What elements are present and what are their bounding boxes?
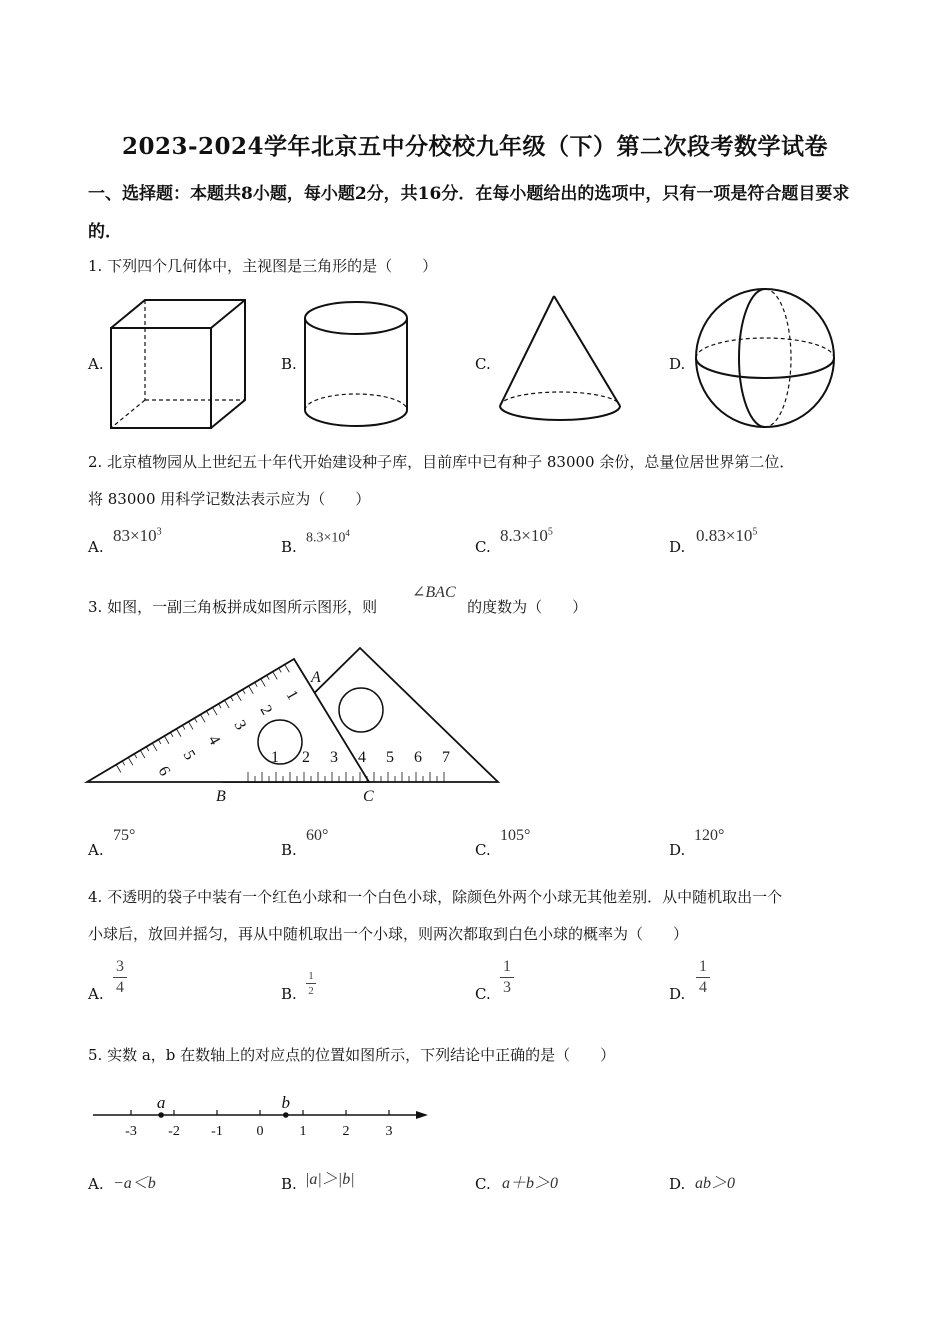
q4-option-c-fraction: 1 3 [500, 958, 514, 997]
q2-option-d-label[interactable]: D. [669, 538, 686, 556]
q2-option-c-label[interactable]: C. [475, 538, 491, 556]
cylinder-figure [302, 298, 412, 433]
number-line-tick-label: 1 [299, 1124, 307, 1139]
question-2-line1: 2. 北京植物园从上世纪五十年代开始建设种子库，目前库中已有种子 83000 余份，总量位居世界第二位． [88, 453, 795, 471]
q2-option-d-value: $0.83\times 10^5$ [696, 526, 758, 545]
q2-option-a-label[interactable]: A. [88, 538, 104, 556]
point-b-label: b [281, 1093, 291, 1112]
q1-option-b-label[interactable]: B. [281, 355, 297, 373]
q4-option-a-label[interactable]: A. [88, 985, 104, 1003]
q5-option-b-value: |a|＞|b| [305, 1171, 355, 1188]
q5-option-c-value: a＋b＞0 [502, 1175, 559, 1192]
q4-option-c-label[interactable]: C. [475, 985, 491, 1003]
q5-option-b-label[interactable]: B. [281, 1175, 297, 1193]
point-a-label: A [311, 669, 321, 686]
question-1-stem: 1. 下列四个几何体中，主视图是三角形的是（ ） [88, 257, 438, 275]
q4-option-b-fraction: 1 2 [306, 970, 316, 997]
number-line-arrow [416, 1111, 428, 1119]
q4-option-d-label[interactable]: D. [669, 985, 686, 1003]
point-a-label: a [156, 1093, 166, 1112]
left-ruler-mark-6: 6 [154, 763, 174, 779]
q3-option-a-label[interactable]: A. [88, 841, 104, 859]
left-ruler-mark-1: 1 [282, 687, 302, 703]
number-line-tick-label: 3 [385, 1124, 393, 1139]
q3-option-d-label[interactable]: D. [669, 841, 686, 859]
question-2-line2: 将 83000 用科学记数法表示应为（ ） [88, 490, 371, 508]
q5-option-c-label[interactable]: C. [475, 1175, 491, 1193]
question-4-line1: 4. 不透明的袋子中装有一个红色小球和一个白色小球，除颜色外两个小球无其他差别．从中随机取出一个 [88, 888, 783, 906]
q2-option-c-value: $8.3\times 10^5$ [500, 526, 553, 545]
q3-option-b-value: 60° [306, 827, 329, 844]
q3-option-b-label[interactable]: B. [281, 841, 297, 859]
point-a-marker [158, 1112, 164, 1118]
point-b-label: B [216, 788, 226, 805]
bottom-ruler-mark-7: 7 [442, 749, 450, 766]
bottom-ruler-mark-2: 2 [302, 749, 310, 766]
page-title: 2023-2024学年北京五中分校校九年级（下）第二次段考数学试卷 [121, 133, 829, 160]
left-ruler-mark-2: 2 [256, 702, 276, 718]
point-c-label: C [363, 788, 374, 805]
q5-option-d-value: ab＞0 [695, 1175, 736, 1192]
cube-figure [108, 296, 248, 431]
question-4-line2: 小球后，放回并摇匀，再从中随机取出一个小球，则两次都取到白色小球的概率为（ ） [88, 925, 689, 943]
q3-option-d-value: 120° [694, 827, 725, 844]
q4-option-a-fraction: 3 4 [113, 958, 127, 997]
section-heading: 一、选择题：本题共8小题，每小题2分，共16分．在每小题给出的选项中，只有一项是符合题目要求的． [88, 184, 850, 242]
question-3-stem: 3. 如图，一副三角板拼成如图所示图形，则 的度数为（ ） [88, 598, 588, 616]
cone-figure [496, 292, 626, 427]
q1-option-c-label[interactable]: C. [475, 355, 491, 373]
number-line-tick-label: -1 [211, 1124, 223, 1139]
q2-option-b-label[interactable]: B. [281, 538, 297, 556]
left-set-square [87, 659, 369, 782]
number-line-tick-label: 2 [342, 1124, 350, 1139]
number-line-figure [88, 1088, 438, 1148]
number-line-tick-label: -3 [125, 1124, 137, 1139]
number-line-tick-label: 0 [256, 1124, 264, 1139]
left-ruler-mark-4: 4 [204, 732, 224, 748]
q4-option-b-label[interactable]: B. [281, 985, 297, 1003]
point-b-marker [283, 1112, 289, 1118]
q3-option-a-value: 75° [113, 827, 136, 844]
q2-option-b-value: $8.3\times 10^4$ [306, 528, 350, 546]
q2-option-a-value: $83\times 10^3$ [113, 526, 162, 545]
right-set-square-hole [339, 688, 383, 732]
sphere-figure [694, 286, 838, 432]
bottom-ruler-mark-3: 3 [330, 749, 338, 766]
bottom-ruler-mark-5: 5 [386, 749, 394, 766]
left-ruler-mark-3: 3 [230, 717, 250, 733]
question-5-stem: 5. 实数 a，b 在数轴上的对应点的位置如图所示，下列结论中正确的是（ ） [88, 1046, 616, 1064]
number-line-tick-label: -2 [168, 1124, 180, 1139]
q1-option-a-label[interactable]: A. [88, 355, 104, 373]
bottom-ruler-mark-4: 4 [358, 749, 366, 766]
q5-option-a-value: −a＜b [113, 1175, 156, 1192]
triangle-rulers-figure [84, 643, 504, 808]
q3-option-c-value: 105° [500, 827, 531, 844]
q5-option-a-label[interactable]: A. [88, 1175, 104, 1193]
bottom-ruler-mark-1: 1 [271, 749, 279, 766]
bottom-ruler-mark-6: 6 [414, 749, 422, 766]
angle-bac: ∠BAC [412, 584, 456, 601]
q5-option-d-label[interactable]: D. [669, 1175, 686, 1193]
left-ruler-mark-5: 5 [179, 747, 199, 763]
q1-option-d-label[interactable]: D. [669, 355, 686, 373]
q4-option-d-fraction: 1 4 [696, 958, 710, 997]
q3-option-c-label[interactable]: C. [475, 841, 491, 859]
